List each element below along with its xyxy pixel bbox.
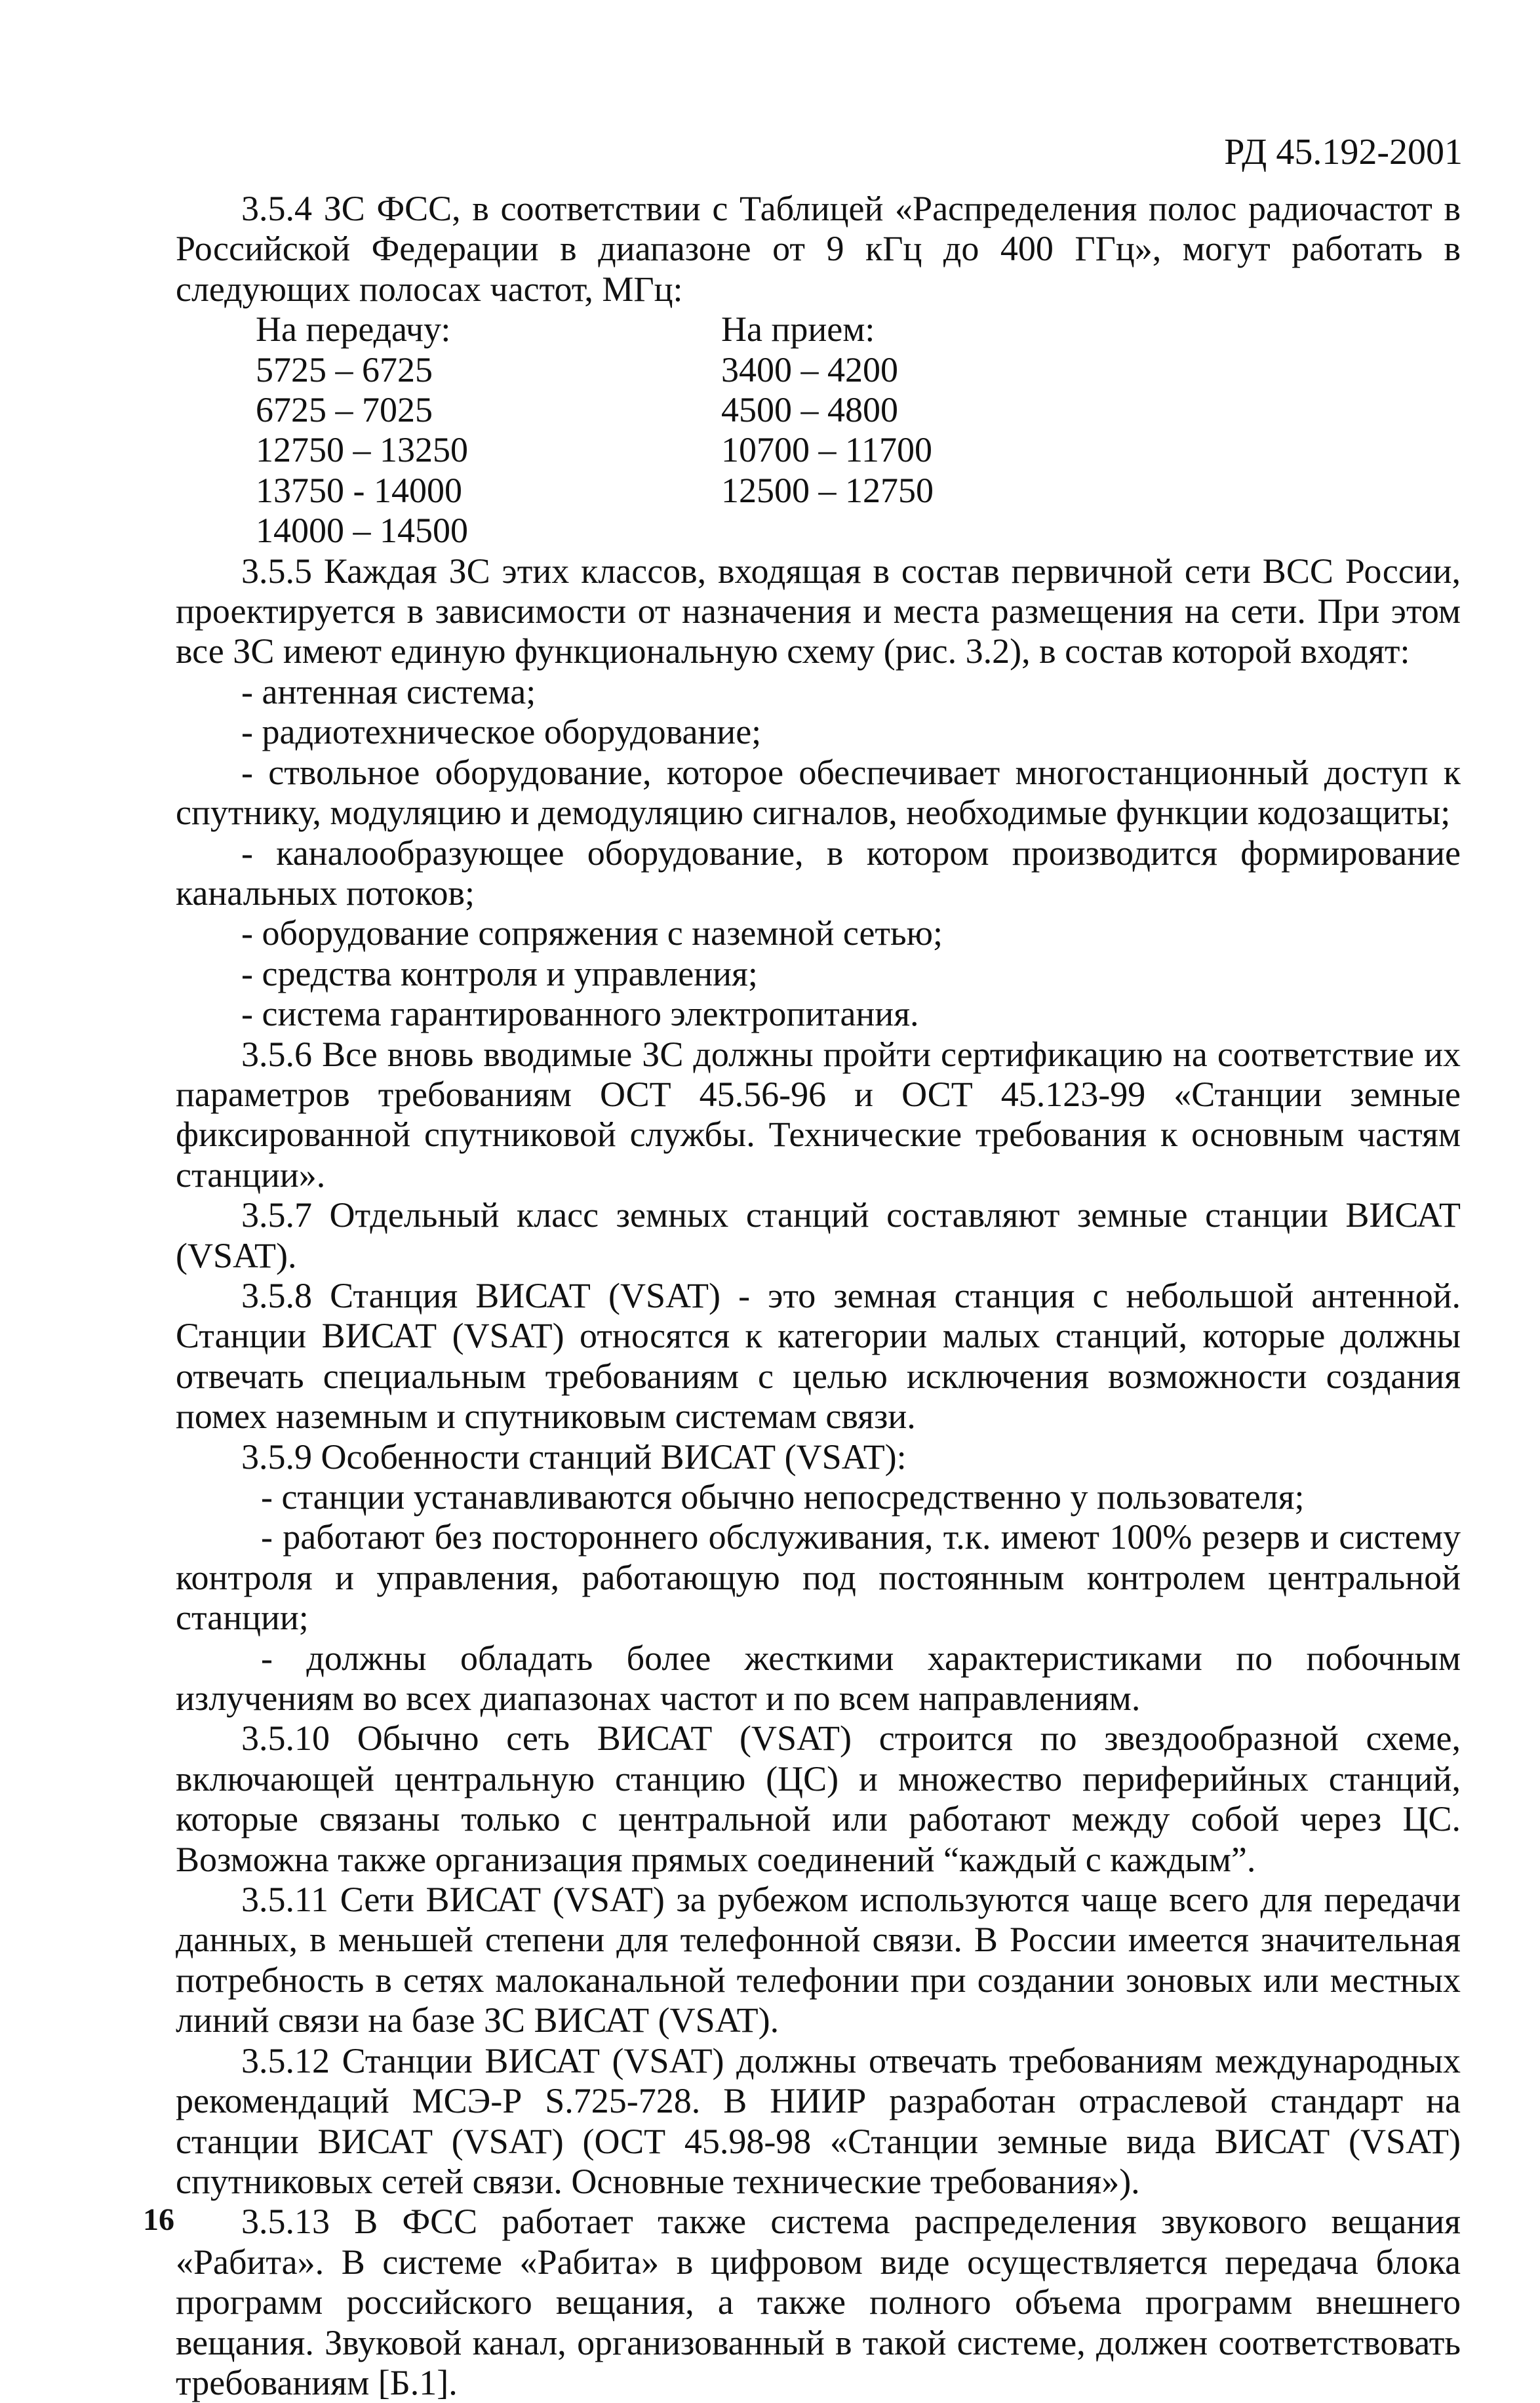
paragraph-3-5-11: 3.5.11 Сети ВИСАТ (VSAT) за рубежом используются чаще всего для передачи данных, в меньшей степени для телефонной связи. В России имеется значительная потребность в сетях малоканальной телефонии при создании зоновых или местных линий связи на базе ЗС ВИСАТ (VSAT).: [176, 1880, 1461, 2040]
receive-band: 4500 – 4800: [721, 390, 898, 430]
paragraph-3-5-10: 3.5.10 Обычно сеть ВИСАТ (VSAT) строится по звездообразной схеме, включающей центральную станцию (ЦС) и множество периферийных станций, которые связаны только с центральной или работают между собой через ЦС. Возможна также организация прямых соединений “каждый с каждым”.: [176, 1718, 1461, 1879]
transmit-band: 13750 - 14000: [256, 470, 462, 510]
transmit-band: 12750 – 13250: [256, 430, 468, 470]
page-body: [176, 189, 1461, 2403]
paragraph-3-5-4: 3.5.4 ЗС ФСС, в соответствии с Таблицей «Распределения полос радиочастот в Российской Федерации в диапазоне от 9 кГц до 400 ГГц», могут работать в следующих полосах частот, МГц:: [176, 189, 1461, 309]
list-item: - антенная система;: [241, 671, 536, 711]
paragraph-3-5-6: 3.5.6 Все вновь вводимые ЗС должны пройти сертификацию на соответствие их параметров требованиям ОСТ 45.56-96 и ОСТ 45.123-99 «Станции земные фиксированной спутниковой службы. Технические требования к основным частям станции».: [176, 1034, 1461, 1195]
list-item: - система гарантированного электропитания.: [241, 994, 919, 1034]
paragraph-3-5-9: 3.5.9 Особенности станций ВИСАТ (VSAT):: [241, 1437, 907, 1477]
paragraph-3-5-8: 3.5.8 Станция ВИСАТ (VSAT) - это земная станция с небольшой антенной. Станции ВИСАТ (VSAT) относятся к категории малых станций, которые должны отвечать специальным требованиям с целью исключения возможности создания помех наземным и спутниковым системам связи.: [176, 1275, 1461, 1437]
receive-label: На прием:: [721, 309, 875, 349]
list-item: - радиотехническое оборудование;: [241, 712, 762, 752]
list-item: - средства контроля и управления;: [241, 953, 758, 993]
receive-band: 12500 – 12750: [721, 470, 934, 510]
list-item: - должны обладать более жесткими характеристиками по побочным излучениям во всех диапазонах частот и по всем направлениям.: [176, 1638, 1461, 1718]
list-item: - станции устанавливаются обычно непосредственно у пользователя;: [261, 1477, 1305, 1517]
transmit-label: На передачу:: [256, 309, 451, 349]
paragraph-3-5-7: 3.5.7 Отдельный класс земных станций составляют земные станции ВИСАТ (VSAT).: [176, 1195, 1461, 1275]
paragraph-3-5-12: 3.5.12 Станции ВИСАТ (VSAT) должны отвечать требованиям международных рекомендаций МСЭ-Р S.725-728. В НИИР разработан отраслевой стандарт на станции ВИСАТ (VSAT) (ОСТ 45.98-98 «Станции земные вида ВИСАТ (VSAT) спутниковых сетей связи. Основные технические требования»).: [176, 2040, 1461, 2201]
paragraph-3-5-5: 3.5.5 Каждая ЗС этих классов, входящая в состав первичной сети ВСС России, проектируется в зависимости от назначения и места размещения на сети. При этом все ЗС имеют единую функциональную схему (рис. 3.2), в состав которой входят:: [176, 551, 1461, 671]
list-item: - ствольное оборудование, которое обеспечивает многостанционный доступ к спутнику, модуляцию и демодуляцию сигналов, необходимые функции кодозащиты;: [176, 752, 1461, 833]
transmit-band: 14000 – 14500: [256, 511, 468, 551]
receive-band: 3400 – 4200: [721, 349, 898, 389]
receive-bands-column: [721, 309, 1115, 551]
list-item: - оборудование сопряжения с наземной сетью;: [241, 913, 943, 953]
paragraph-3-5-13: 3.5.13 В ФСС работает также система распределения звукового вещания «Рабита». В системе «Рабита» в цифровом виде осуществляется передача блока программ российского вещания, а также полного объема программ внешнего вещания. Звуковой канал, организованный в такой системе, должен соответствовать требованиям [Б.1].: [176, 2202, 1461, 2402]
transmit-band: 6725 – 7025: [256, 390, 433, 430]
list-item: - работают без постороннего обслуживания, т.к. имеют 100% резерв и систему контроля и управления, работающую под постоянным контролем центральной станции;: [176, 1517, 1461, 1638]
list-item: - каналообразующее оборудование, в котором производится формирование канальных потоков;: [176, 833, 1461, 913]
document-code: РД 45.192-2001: [1224, 132, 1463, 172]
receive-band: 10700 – 11700: [721, 430, 932, 470]
frequency-bands-table: [256, 309, 1461, 551]
transmit-band: 5725 – 6725: [256, 349, 433, 389]
transmit-bands-column: [256, 309, 721, 551]
page-number: 16: [143, 2202, 174, 2237]
